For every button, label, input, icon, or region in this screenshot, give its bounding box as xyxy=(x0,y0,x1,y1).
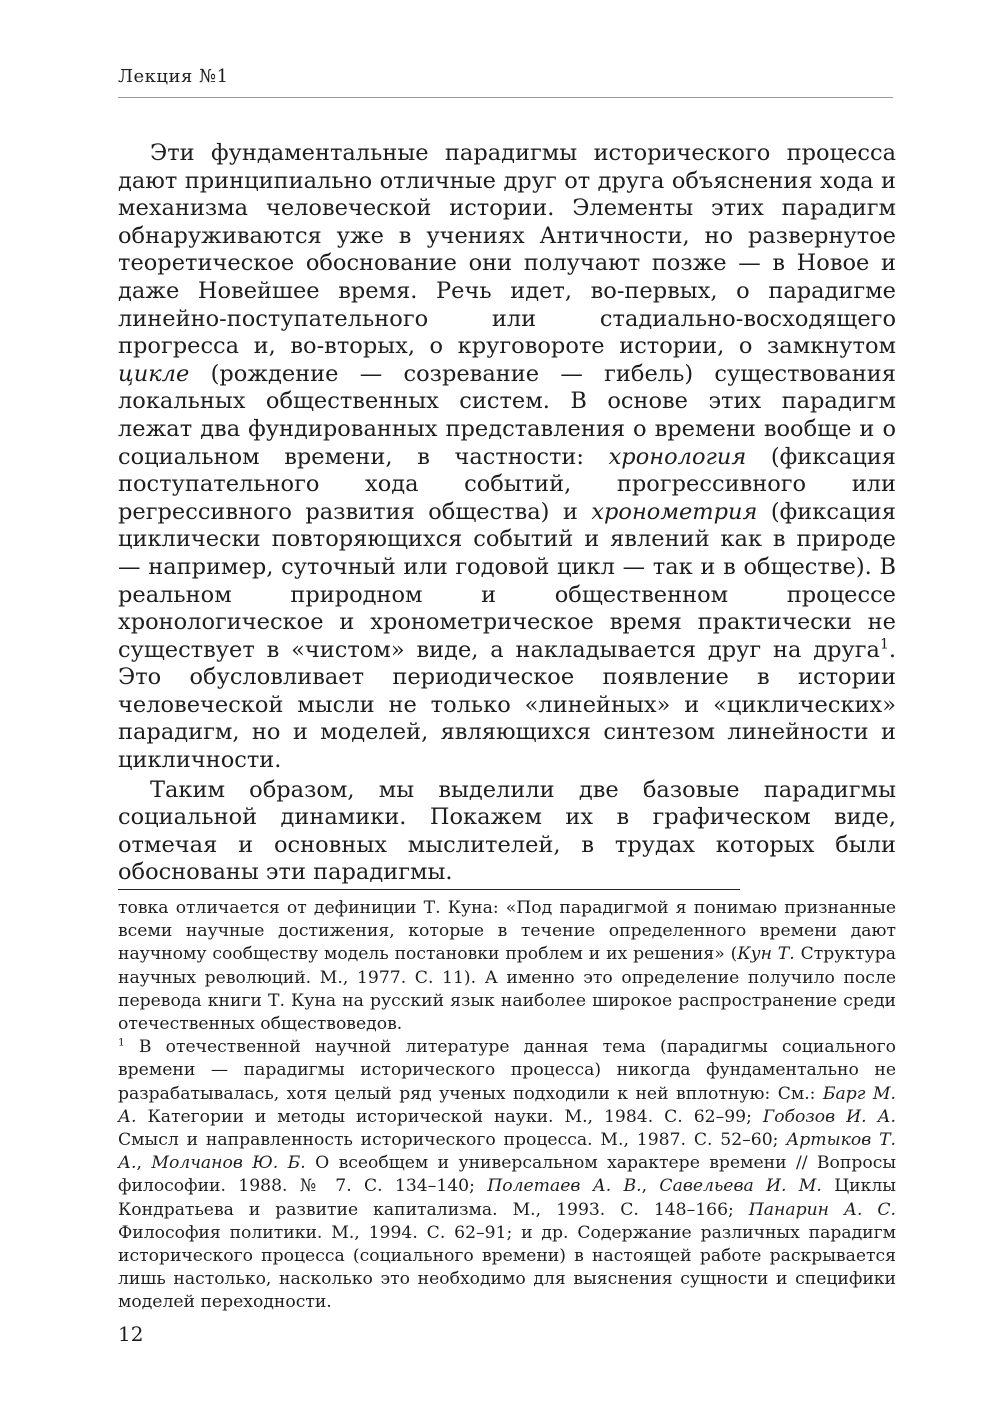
footnotes xyxy=(118,897,896,1315)
italic-term: Артыков Т. А. xyxy=(118,1130,896,1174)
running-header xyxy=(118,66,893,98)
italic-term: хронология xyxy=(608,443,747,470)
footnote-separator xyxy=(118,889,740,890)
text-run: (фиксация циклически повторяющихся событий и явлений как в природе — например, суточный или годовой цикл — так и в обществе). В реальном природном и общественном процессе хронологическое и хронометрическое время практически не существует в «чистом» виде, а накладывается друг на друга xyxy=(118,498,896,663)
text-run: (рождение — созревание — гибель) существования локальных общественных систем. В основе этих парадигм лежат два фундированных представления о времени вообще и о социальном времени, в частности: xyxy=(118,360,896,470)
footnote-continuation xyxy=(118,897,896,1036)
text-run: , xyxy=(641,1176,660,1197)
italic-term: цикле xyxy=(118,360,190,387)
italic-term: хронометрия xyxy=(591,498,758,525)
italic-term: Полетаев А. В. xyxy=(487,1176,642,1197)
text-run: , xyxy=(136,1153,152,1174)
italic-term: Савельева И. М. xyxy=(659,1176,822,1197)
paragraph-1 xyxy=(118,140,896,775)
text-run: В отечественной научной литературе данная тема (парадигмы социального времени — парадигмы исторического процесса) никогда фундаментально не разрабатывалась, хотя целый ряд ученых подходили к ней вплотную: См.: xyxy=(118,1037,896,1104)
italic-term: Панарин А. С. xyxy=(748,1199,896,1220)
text-run: товка отличается от дефиниции Т. Куна: «Под парадигмой я понимаю признанные всеми научные достижения, которые в течение определенного времени дают научному сообществу модель постановки проблем и их решения» ( xyxy=(118,898,896,965)
text-run: Эти фундаментальные парадигмы исторического процесса дают принципиально отличные друг от друга объяснения хода и механизма человеческой истории. Элементы этих парадигм обнаруживаются уже в учениях Античности, но развернутое теоретическое обоснование они получают позже — в Новое и даже Новейшее время. Речь идет, во-первых, о парадигме линейно-поступательного или стадиально-восходящего прогресса и, во-вторых, о круговороте истории, о замкнутом xyxy=(118,140,896,360)
text-run: Философия политики. М., 1994. С. 62–91; и др. Содержание различных парадигм исторического процесса (социального времени) в настоящей работе раскрывается лишь настолько, насколько это необходимо для выяснения сущности и специфики моделей переходности. xyxy=(118,1222,896,1313)
text-run: . Это обусловливает периодическое появление в истории человеческой мысли не только «линейных» и «циклических» парадигм, но и моделей, являющихся синтезом линейности и цикличности. xyxy=(118,636,896,774)
footnote-1 xyxy=(118,1036,896,1314)
main-text xyxy=(118,140,896,889)
italic-term: Кун Т. xyxy=(737,944,795,965)
paragraph-2 xyxy=(118,777,896,887)
footnote-marker: 1 xyxy=(879,636,889,653)
text-run: (фиксация поступательного хода событий, прогрессивного или регрессивного развития общества) и xyxy=(118,443,896,525)
italic-term: Молчанов Ю. Б. xyxy=(151,1153,306,1174)
text-run: Структура научных революций. М., 1977. С. 11). А именно это определение получило после перевода книги Т. Куна на русский язык наиболее широкое распространение среди отечественных обществоведов. xyxy=(118,944,896,1035)
footnote-marker: 1 xyxy=(118,1035,125,1049)
text-run: О всеобщем и универсальном характере времени // Вопросы философии. 1988. № 7. С. 134–140; xyxy=(118,1153,896,1197)
text-run: Категории и методы исторической науки. М., 1984. С. 62–99; xyxy=(136,1106,763,1127)
italic-term: Гобозов И. А. xyxy=(762,1106,896,1127)
page-number: 12 xyxy=(118,1322,144,1346)
text-run: Смысл и направленность исторического процесса. М., 1987. С. 52–60; xyxy=(118,1130,787,1151)
italic-term: Барг М. А. xyxy=(118,1083,896,1127)
running-header-title: Лекция №1 xyxy=(118,66,229,87)
text-run: Циклы Кондратьева и развитие капитализма. М., 1993. С. 148–166; xyxy=(118,1176,896,1220)
text-run: Таким образом, мы выделили две базовые парадигмы социальной динамики. Покажем их в графическом виде, отмечая и основных мыслителей, в трудах которых были обоснованы эти парадигмы. xyxy=(118,776,896,886)
